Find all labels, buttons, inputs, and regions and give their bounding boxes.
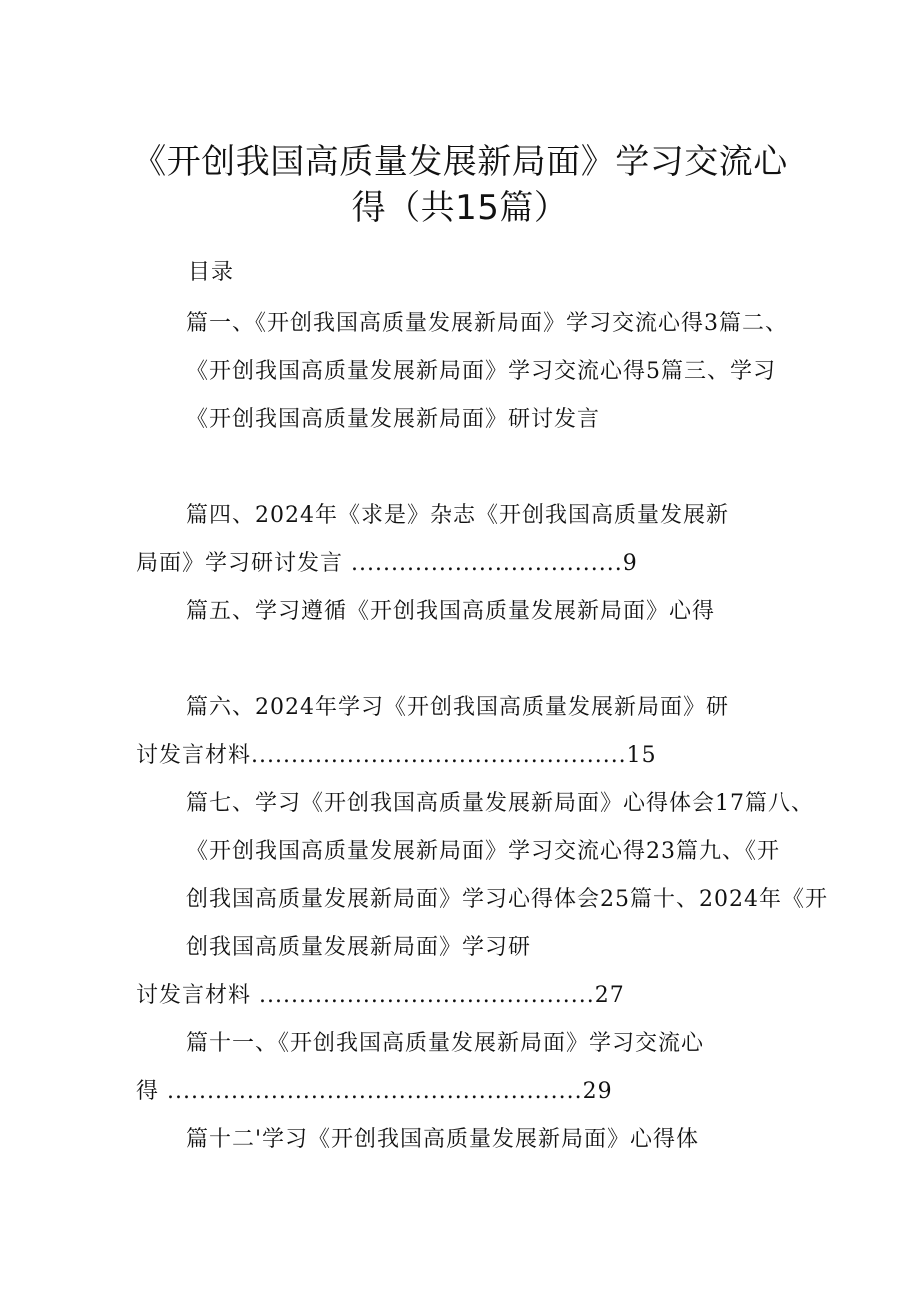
toc-line: 篇七、学习《开创我国高质量发展新局面》心得体会17篇八、: [186, 791, 814, 816]
toc-heading: 目录: [188, 260, 235, 285]
document-title-line-2: 得（共15篇）: [351, 188, 569, 228]
toc-line: 《开创我国高质量发展新局面》研讨发言: [186, 407, 601, 432]
toc-line: 局面》学习研讨发言 ..................................9: [136, 551, 638, 576]
toc-line: 《开创我国高质量发展新局面》学习交流心得23篇九、《开: [186, 839, 780, 864]
toc-line: 篇五、学习遵循《开创我国高质量发展新局面》心得: [186, 599, 716, 624]
toc-line: 篇十二'学习《开创我国高质量发展新局面》心得体: [186, 1127, 700, 1152]
toc-line: 《开创我国高质量发展新局面》学习交流心得5篇三、学习: [186, 359, 776, 384]
document-title-line-1: 《开创我国高质量发展新局面》学习交流心: [132, 142, 788, 182]
toc-line: 创我国高质量发展新局面》学习心得体会25篇十、2024年《开: [186, 887, 828, 912]
toc-line: 得 ....................................................29: [136, 1079, 613, 1104]
toc-line: 篇六、2024年学习《开创我国高质量发展新局面》研: [186, 695, 729, 720]
toc-line: 篇一、《开创我国高质量发展新局面》学习交流心得3篇二、: [186, 311, 788, 336]
toc-line: 讨发言材料 ..........................................27: [136, 983, 625, 1008]
toc-line: 篇十一、《开创我国高质量发展新局面》学习交流心: [186, 1031, 705, 1056]
toc-line: 篇四、2024年《求是》杂志《开创我国高质量发展新: [186, 503, 729, 528]
toc-line: 讨发言材料...............................................15: [136, 743, 657, 768]
toc-line: 创我国高质量发展新局面》学习研: [186, 935, 532, 960]
